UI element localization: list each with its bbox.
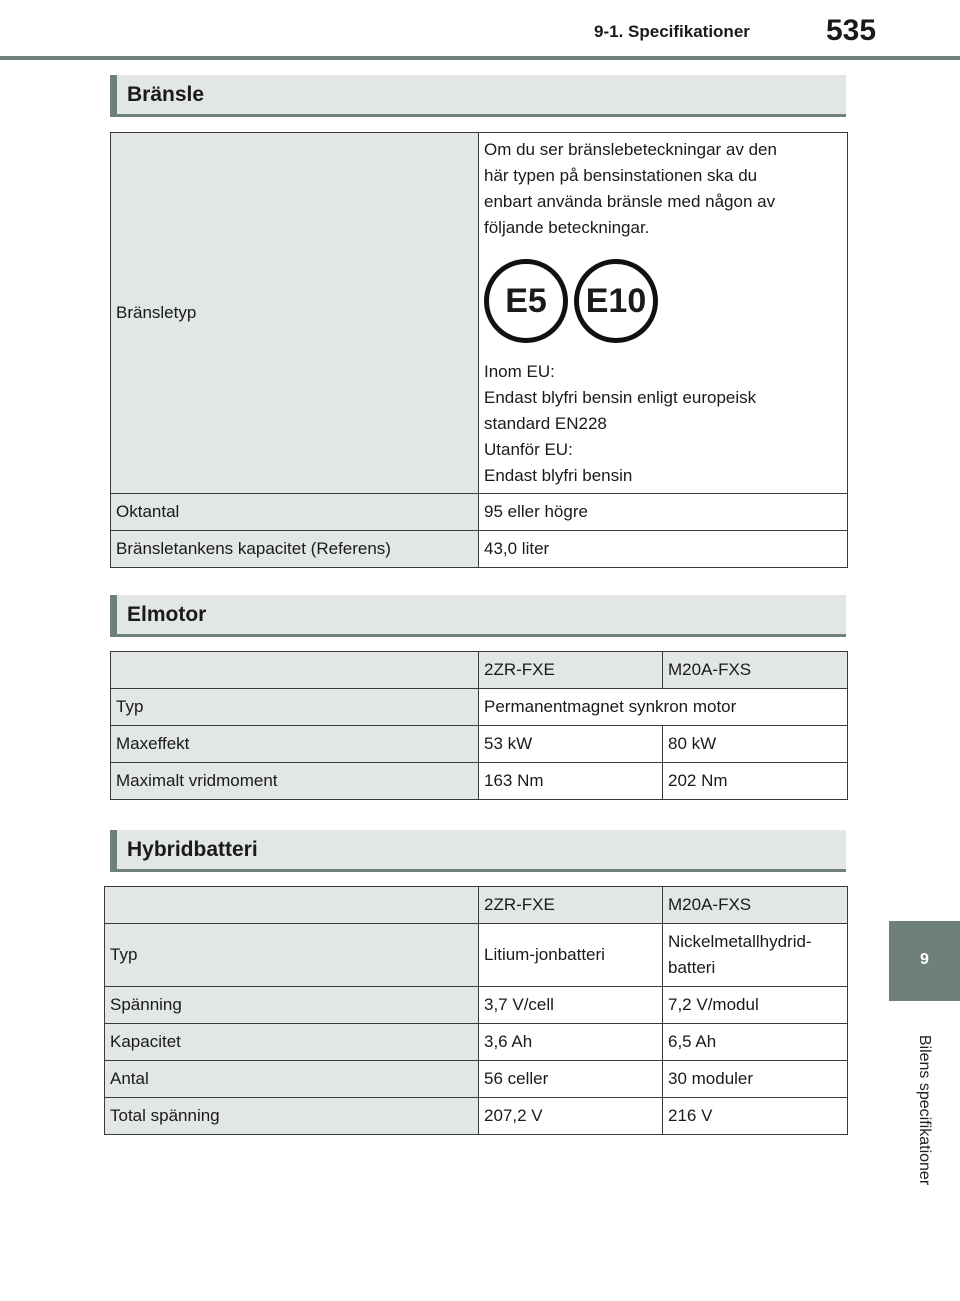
header-cell: M20A-FXS xyxy=(663,652,848,689)
row-label: Maxeffekt xyxy=(111,726,479,763)
cell-line: batteri xyxy=(668,958,716,977)
header-cell xyxy=(111,652,479,689)
battery-section-title: Hybridbatteri xyxy=(127,838,258,861)
header-rule xyxy=(0,56,960,60)
section-accent xyxy=(110,830,117,869)
motor-table xyxy=(110,651,848,800)
cell: 56 celler xyxy=(479,1061,663,1098)
motor-header-row xyxy=(111,652,848,689)
cell: 53 kW xyxy=(479,726,663,763)
cell: 216 V xyxy=(663,1098,848,1135)
motor-section-title: Elmotor xyxy=(127,603,207,626)
row-label: Typ xyxy=(105,924,479,987)
cell xyxy=(663,924,848,987)
motor-type-row xyxy=(111,689,848,726)
row-label: Total spänning xyxy=(105,1098,479,1135)
cell: 207,2 V xyxy=(479,1098,663,1135)
octane-row xyxy=(111,494,848,531)
table-row xyxy=(111,763,848,800)
battery-header-row xyxy=(105,887,848,924)
cell: 30 moduler xyxy=(663,1061,848,1098)
table-row xyxy=(105,1061,848,1098)
cell: 163 Nm xyxy=(479,763,663,800)
motor-type-label: Typ xyxy=(111,689,479,726)
description-line: följande beteckningar. xyxy=(484,218,650,237)
section-accent xyxy=(110,595,117,634)
header-cell: 2ZR-FXE xyxy=(479,652,663,689)
cell: 3,6 Ah xyxy=(479,1024,663,1061)
fuel-marks xyxy=(484,259,842,351)
description-line: här typen på bensinstationen ska du xyxy=(484,166,758,185)
note-line: standard EN228 xyxy=(484,414,607,433)
octane-label: Oktantal xyxy=(111,494,479,531)
row-label: Antal xyxy=(105,1061,479,1098)
section-title: 9-1. Specifikationer xyxy=(594,22,750,41)
e5-fuel-mark-icon: E5 xyxy=(484,259,568,343)
chapter-number: 9 xyxy=(920,951,929,968)
note-line: Inom EU: xyxy=(484,362,555,381)
cell-line: Nickelmetallhydrid- xyxy=(668,932,812,951)
fuel-type-row xyxy=(111,133,848,494)
fuel-notes xyxy=(484,359,842,489)
table-row xyxy=(105,1024,848,1061)
note-line: Utanför EU: xyxy=(484,440,573,459)
e10-fuel-mark-icon: E10 xyxy=(574,259,658,343)
description-line: Om du ser bränslebeteckningar av den xyxy=(484,140,777,159)
fuel-type-description xyxy=(484,137,842,241)
octane-value: 95 eller högre xyxy=(479,494,848,531)
table-row xyxy=(105,987,848,1024)
description-line: enbart använda bränsle med någon av xyxy=(484,192,776,211)
cell: 3,7 V/cell xyxy=(479,987,663,1024)
fuel-type-label: Bränsletyp xyxy=(111,133,479,494)
fuel-type-value xyxy=(479,133,848,494)
note-line: Endast blyfri bensin xyxy=(484,466,633,485)
cell: 7,2 V/modul xyxy=(663,987,848,1024)
table-row xyxy=(105,1098,848,1135)
section-accent xyxy=(110,75,117,114)
table-row xyxy=(105,924,848,987)
page-number: 535 xyxy=(826,14,877,47)
table-row xyxy=(111,726,848,763)
tank-capacity-row xyxy=(111,531,848,568)
row-label: Spänning xyxy=(105,987,479,1024)
fuel-section-title: Bränsle xyxy=(127,83,205,106)
battery-table xyxy=(104,886,848,1135)
cell: Litium-jonbatteri xyxy=(479,924,663,987)
note-line: Endast blyfri bensin enligt europeisk xyxy=(484,388,757,407)
chapter-tab[interactable] xyxy=(889,921,960,1001)
row-label: Kapacitet xyxy=(105,1024,479,1061)
header-cell xyxy=(105,887,479,924)
fuel-section-header xyxy=(110,75,846,117)
motor-section-header xyxy=(110,595,846,637)
cell: 6,5 Ah xyxy=(663,1024,848,1061)
fuel-table xyxy=(110,132,848,568)
chapter-label: Bilens specifikationer xyxy=(916,1034,933,1186)
tank-capacity-value: 43,0 liter xyxy=(479,531,848,568)
header-cell: 2ZR-FXE xyxy=(479,887,663,924)
row-label: Maximalt vridmoment xyxy=(111,763,479,800)
cell: 202 Nm xyxy=(663,763,848,800)
battery-section-header xyxy=(110,830,846,872)
tank-capacity-label: Bränsletankens kapacitet (Referens) xyxy=(111,531,479,568)
cell: 80 kW xyxy=(663,726,848,763)
motor-type-value: Permanentmagnet synkron motor xyxy=(479,689,848,726)
header-cell: M20A-FXS xyxy=(663,887,848,924)
